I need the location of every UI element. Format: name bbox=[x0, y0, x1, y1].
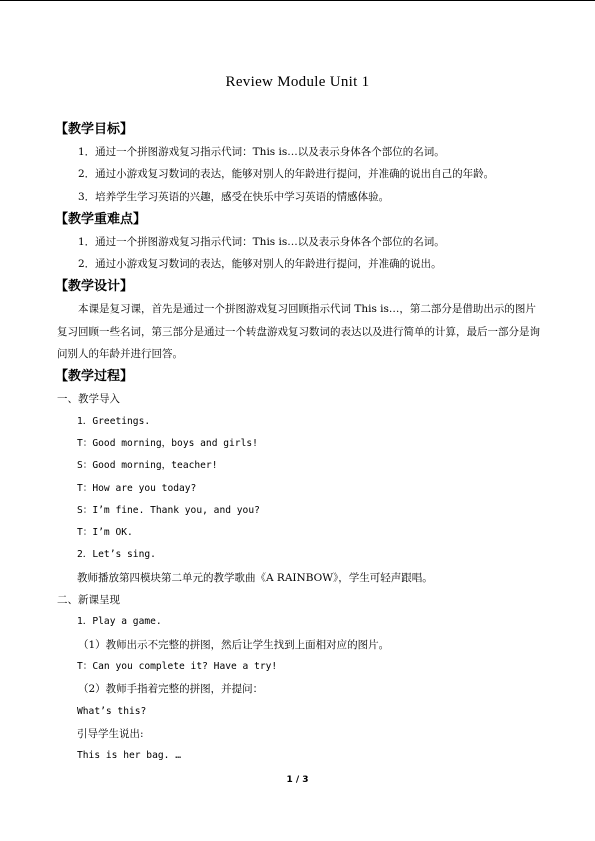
goals-heading: 【教学目标】 bbox=[55, 122, 134, 137]
process-part2-line-7: This is her bag. … bbox=[77, 750, 181, 762]
top-rule bbox=[0, 0, 595, 1]
process-part2-line-1: 1．Play a game. bbox=[77, 616, 162, 628]
process-part2-line-6: 引导学生说出: bbox=[77, 727, 144, 740]
process-part1-line-2: T：Good morning，boys and girls! bbox=[77, 437, 258, 449]
process-part1-line-3: S：Good morning，teacher! bbox=[77, 460, 218, 472]
goal-item-3: 3．培养学生学习英语的兴趣，感受在快乐中学习英语的情感体验。 bbox=[78, 190, 390, 203]
process-heading: 【教学过程】 bbox=[55, 369, 134, 385]
design-paragraph: 本课是复习课，首先是通过一个拼图游戏复习回顾指示代词 This is…，第二部分是借助出示的图片复习回顾一些名词，第三部分是通过一个转盘游戏复习数词的表达以及进行简单的计算，最后一部分是询问别人的年龄并进行回答。 bbox=[57, 303, 540, 361]
goal-item-1: 1．通过一个拼图游戏复习指示代词：This is…以及表示身体各个部位的名词。 bbox=[78, 146, 445, 158]
process-part2-title: 二、新课呈现 bbox=[57, 594, 120, 607]
process-part1-line-7: 2．Let’s sing. bbox=[77, 549, 156, 561]
process-part1-line-1: 1．Greetings. bbox=[77, 415, 151, 427]
process-part1-title: 一、教学导入 bbox=[57, 393, 120, 406]
process-part2-line-3: T：Can you complete it? Have a try! bbox=[77, 660, 278, 672]
key-point-item-1: 1．通过一个拼图游戏复习指示代词：This is…以及表示身体各个部位的名词。 bbox=[78, 235, 445, 248]
page-number: 1 / 3 bbox=[286, 775, 309, 785]
process-part1-line-6: T：I’m OK. bbox=[77, 527, 133, 539]
process-part1-line-8: 教师播放第四模块第二单元的教学歌曲《A RAINBOW》，学生可轻声跟唱。 bbox=[77, 571, 433, 584]
key-points-heading: 【教学重难点】 bbox=[55, 211, 147, 227]
process-part1-line-5: S：I’m fine. Thank you, and you? bbox=[77, 504, 260, 516]
process-part2-line-2: （1）教师出示不完整的拼图，然后让学生找到上面相对应的图片。 bbox=[78, 638, 390, 651]
document-body bbox=[57, 118, 557, 767]
process-part2-line-4: （2）教师手指着完整的拼图，并提问： bbox=[78, 683, 264, 696]
process-part2-line-5: What’s this? bbox=[77, 705, 147, 717]
goal-item-2: 2．通过小游戏复习数词的表达，能够对别人的年龄进行提问，并准确的说出自己的年龄。 bbox=[78, 168, 495, 181]
design-heading: 【教学设计】 bbox=[55, 279, 134, 295]
document-title: Review Module Unit 1 bbox=[225, 74, 370, 90]
process-part1-line-4: T：How are you today? bbox=[77, 482, 197, 494]
key-point-item-2: 2．通过小游戏复习数词的表达，能够对别人的年龄进行提问，并准确的说出。 bbox=[78, 258, 442, 271]
